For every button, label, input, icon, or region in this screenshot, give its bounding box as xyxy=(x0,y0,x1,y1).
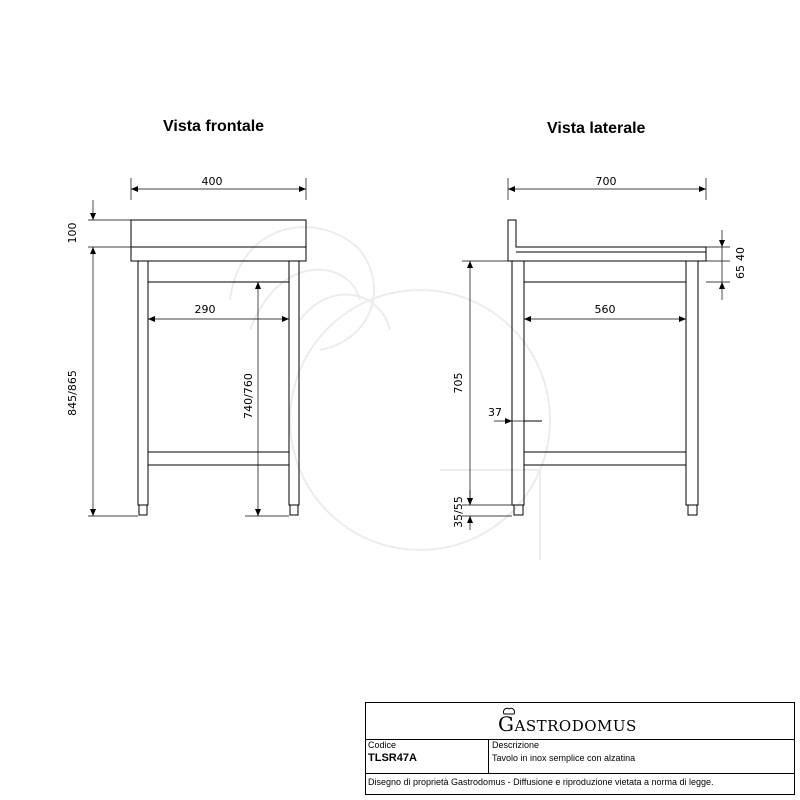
side-foot-left xyxy=(514,505,523,515)
front-foot-left xyxy=(139,505,147,515)
dim-front-top: 100 xyxy=(66,222,79,244)
watermark-logo xyxy=(230,227,550,560)
front-leg-left xyxy=(138,261,148,505)
title-block-logo-row xyxy=(366,703,794,740)
side-view-title: Vista laterale xyxy=(547,120,646,137)
dim-side-width: 700 xyxy=(595,175,617,188)
dim-side-rail: 37 xyxy=(488,406,502,419)
dim-front-width: 400 xyxy=(201,175,223,188)
side-shelf xyxy=(524,452,686,465)
title-block xyxy=(365,702,795,795)
brand-initial: G xyxy=(498,712,515,736)
description-value: Tavolo in inox semplice con alzatina xyxy=(492,753,636,763)
brand-logo xyxy=(498,712,637,736)
dim-front-leg: 740/760 xyxy=(242,373,255,419)
front-top-slab xyxy=(131,220,306,247)
title-block-info-row xyxy=(366,739,794,774)
dim-side-top-a: 65 xyxy=(734,265,747,279)
code-label: Codice xyxy=(368,740,397,750)
dim-front-height: 845/865 xyxy=(66,370,79,416)
brand-rest: ASTRODOMUS xyxy=(514,717,637,735)
front-view-title: Vista frontale xyxy=(163,118,265,135)
copyright-notice: Disegno di proprietà Gastrodomus - Diffusione e riproduzione vietata a norma di legge. xyxy=(368,777,714,787)
code-cell xyxy=(366,739,489,773)
side-backsplash xyxy=(508,220,706,261)
dim-side-top-b: 40 xyxy=(734,247,747,261)
side-leg-left xyxy=(512,261,524,505)
front-leg-right xyxy=(289,261,299,505)
side-dimensions xyxy=(462,178,730,530)
dim-side-height: 705 xyxy=(452,372,465,394)
front-foot-right xyxy=(290,505,298,515)
front-shelf xyxy=(148,452,289,465)
front-view xyxy=(131,220,306,515)
dim-side-foot: 35/55 xyxy=(452,496,465,528)
side-foot-right xyxy=(688,505,697,515)
description-label: Descrizione xyxy=(492,740,540,750)
dim-front-inner: 290 xyxy=(194,303,216,316)
side-leg-right xyxy=(686,261,698,505)
dim-side-inner: 560 xyxy=(594,303,616,316)
code-value: TLSR47A xyxy=(368,752,417,764)
front-top-under xyxy=(131,247,306,261)
